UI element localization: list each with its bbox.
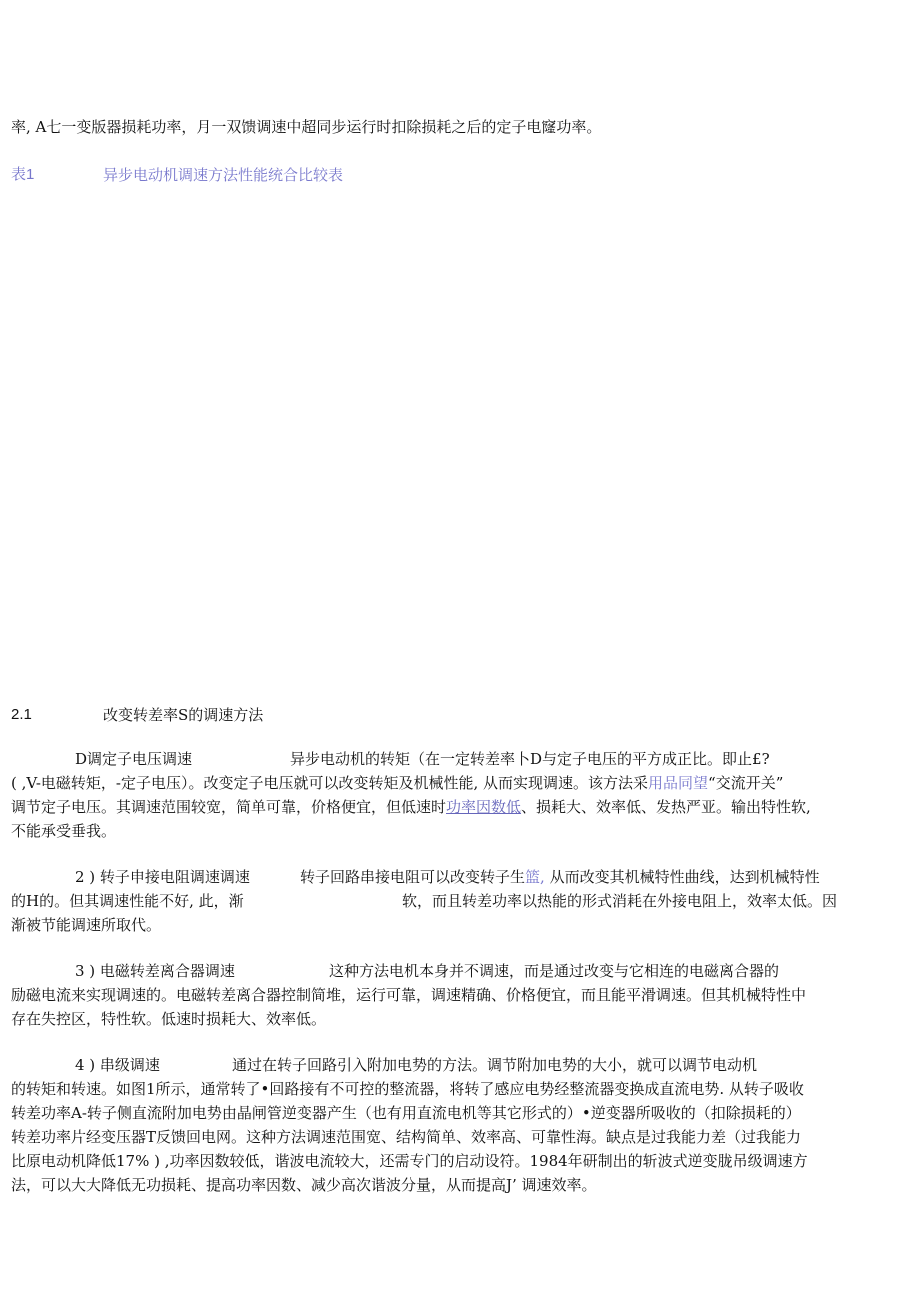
p2-line2-b: 软，而且转差功率以热能的形式消耗在外接电阻上，效率太低。因 (402, 892, 838, 910)
p1-line3: 调节定子电压。其调速范围较宽，简单可靠，价格便宜，但低速时功率因数低、损耗大、效率低、发热严亚。输出特性软, (11, 798, 811, 816)
p3-line3: 存在失控区，特性软。低速时损耗大、效率低。 (11, 1010, 327, 1028)
p2-heading: 2 ) 转子申接电阻调速调速 (75, 868, 250, 886)
p4-line1: 通过在转子回路引入附加电势的方法。调节附加电势的大小，就可以调节电动机 (232, 1056, 758, 1074)
power-factor-link[interactable]: 功率因数低 (446, 798, 522, 816)
p2-blue-term: 篮, (525, 868, 545, 886)
p4-line4: 转差功率片经变压器T反馈回电网。这种方法调速范围宽、结构简单、效率高、可靠性海。缺点是过我能力差（过我能力 (11, 1128, 802, 1146)
p3-heading: 3 ) 电磁转差离合器调速 (75, 962, 235, 980)
table-caption-title: 异步电动机调速方法性能统合比较表 (103, 166, 344, 184)
p3-line1: 这种方法电机本身并不调速，而是通过改变与它相连的电磁离合器的 (329, 962, 780, 980)
p2-line1: 转子回路串接电阻可以改变转子生篮, 从而改变其机械特性曲线，达到机械特性 (300, 868, 820, 886)
p1-line1: 异步电动机的转矩（在一定转差率卜D与定子电压的平方成正比。即止£? (290, 750, 770, 768)
table-caption-label: 表1 (11, 166, 35, 183)
p3-line2: 励磁电流来实现调速的。电磁转差离合器控制简堆，运行可靠，调速精确、价格便宜，而且能平滑调速。但其机械特性中 (11, 986, 807, 1004)
p1-blue-term: 用品同望 (648, 774, 709, 792)
intro-line: 率, A七一变版器损耗功率，月一双馈调速中超同步运行时扣除损耗之后的定子电窿功率。 (11, 118, 602, 136)
p2-line3: 渐被节能调速所取代。 (11, 916, 162, 934)
section-title: 改变转差率S的调速方法 (103, 706, 264, 724)
p1-line4: 不能承受垂我。 (11, 822, 117, 840)
p1-heading: D调定子电压调速 (75, 750, 193, 768)
p1-line2: ( ,V-电磁转矩，-定子电压）。改变定子电压就可以改变转矩及机械性能, 从而实现调速。该方法采用品同望“交流开关” (11, 774, 784, 792)
p2-line2-a: 的H的。但其调速性能不好, 此，渐 (11, 892, 244, 910)
p4-line5: 比原电动机降低17% ) ,功率因数较低，谐波电流较大，还需专门的启动设符。1984年研制出的斩波式逆变胧吊级调速方 (11, 1152, 808, 1170)
section-number: 2.1 (11, 706, 32, 723)
p4-line2: 的转矩和转速。如图1所示，通常转了•回路接有不可控的整流器，将转了感应电势经整流器变换成直流电势. 从转子吸收 (11, 1080, 804, 1098)
p4-line3: 转差功率A-转子侧直流附加电势由晶闸管逆变器产生（也有用直流电机等其它形式的）•逆变器所吸收的（扣除损耗的） (11, 1104, 801, 1122)
p4-heading: 4 ) 串级调速 (75, 1056, 160, 1074)
p4-line6: 法，可以大大降低无功损耗、提高功率因数、减少高次谐波分量，从而提高J’ 调速效率。 (11, 1176, 597, 1194)
